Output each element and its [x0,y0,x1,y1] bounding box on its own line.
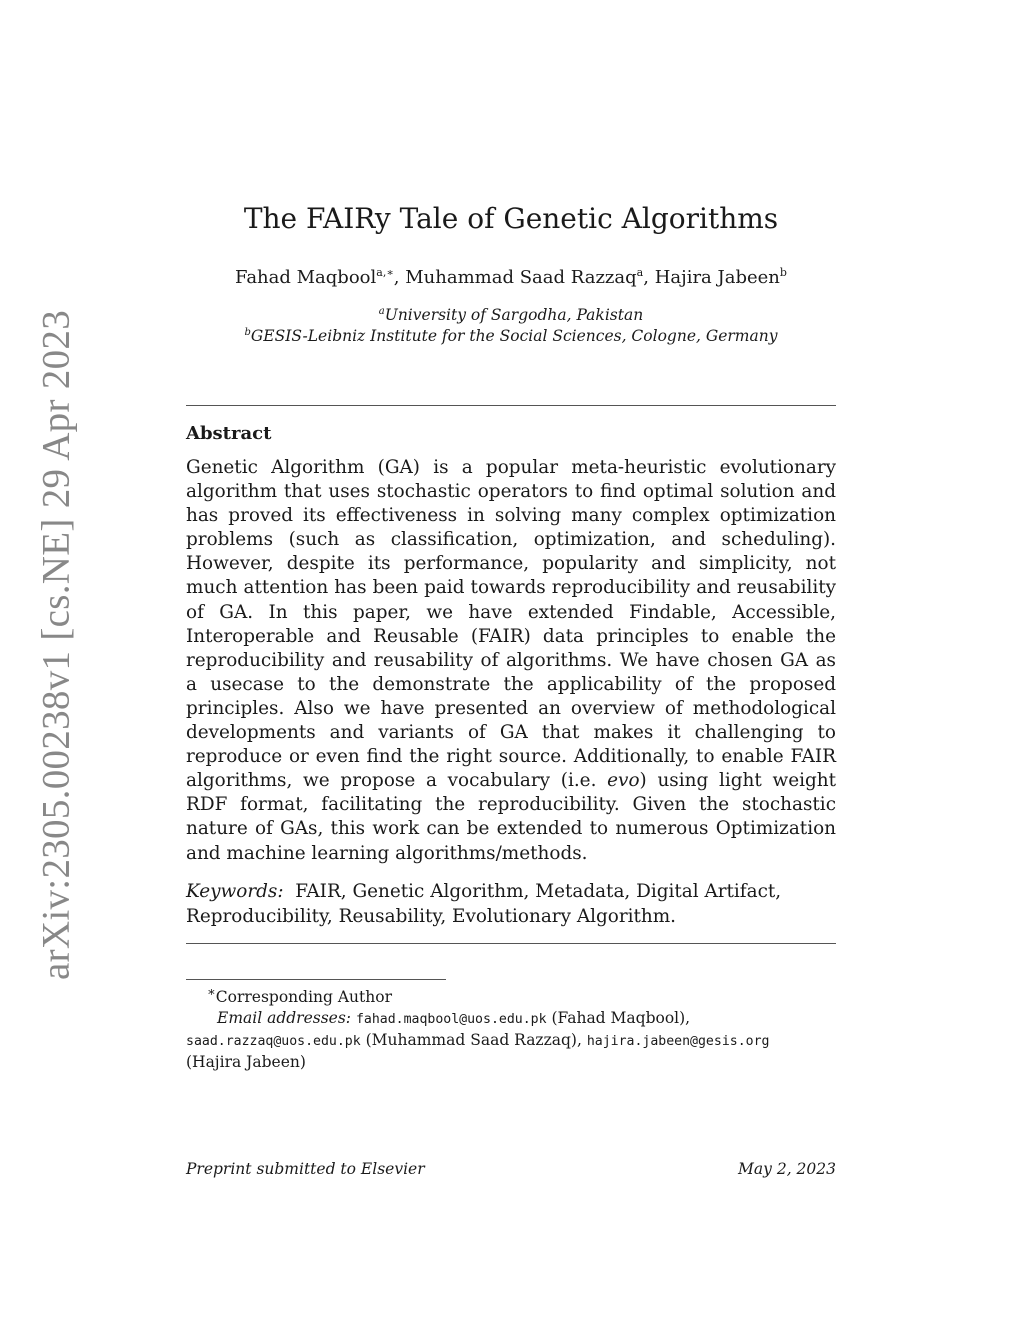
footnote-mark: ∗ [207,985,216,1000]
author-name: Hajira Jabeen [654,267,780,288]
abstract-body [186,456,836,866]
email-address[interactable]: fahad.maqbool@uos.edu.pk [355,1012,547,1028]
email-owner: (Hajira Jabeen) [186,1053,306,1072]
affiliation [186,306,836,324]
email-label: Email addresses: [217,1009,352,1028]
author-name: Muhammad Saad Razzaq [405,267,637,288]
abstract-text-part2: ) using light weight RDF format, facilitating the reproducibility. Given the stochastic nature of GAs, this work can be extended to numerous Optimization and machine learning algorithms/methods. [186,770,836,864]
email-line [186,1008,846,1030]
affiliation-mark: a [378,306,385,317]
author-marks: a,∗ [376,266,394,279]
keywords [186,880,836,929]
footnotes [186,982,846,1073]
abstract-heading: Abstract [186,423,272,444]
corresponding-author-text: Corresponding Author [215,988,392,1007]
abstract-bottom-rule [186,943,836,944]
arxiv-identifier-stamp: arXiv:2305.00238v1 [cs.NE] 29 Apr 2023 [34,310,78,980]
author-name: Fahad Maqbool [235,267,377,288]
keywords-text: FAIR, Genetic Algorithm, Metadata, Digital Artifact, Reproducibility, Reusability, Evolutionary Algorithm. [186,881,782,927]
abstract-top-rule [186,405,836,406]
author-marks: a [636,266,644,279]
author-marks: b [779,266,787,279]
keywords-label: Keywords: [186,881,284,902]
affiliation-text: University of Sargodha, Pakistan [384,306,644,325]
email-line [186,1052,846,1073]
corresponding-author-note [186,982,846,1008]
email-owner: (Fahad Maqbool), [551,1009,691,1028]
preprint-note: Preprint submitted to Elsevier [186,1160,425,1178]
author-list: Fahad Maqbool$^{a,∗}$, Muhammad Saad Razzaq$^a$, Hajira Jabeen$^b$ [235,266,787,288]
abstract-evo-term: evo [607,770,640,792]
email-address[interactable]: saad.razzaq@uos.edu.pk [186,1034,361,1050]
abstract-text-part1: Genetic Algorithm (GA) is a popular meta-heuristic evolutionary algorithm that uses stochastic operators to find optimal solution and has proved its effectiveness in solving many complex optimization problems (such as classification, optimization, and scheduling). However, despite its performance, popularity and simplicity, not much attention has been paid towards reproducibility and reusability of GA. In this paper, we have extended Findable, Accessible, Interoperable and Reusable (FAIR) data principles to enable the reproducibility and reusability of algorithms. We have chosen GA as a usecase to the demonstrate the applicability of the proposed principles. Also we have presented an overview of methodological developments and variants of GA that makes it challenging to reproduce or even find the right source. Additionally, to enable FAIR algorithms, we propose a vocabulary (i.e. [186,457,836,792]
email-owner: (Muhammad Saad Razzaq), [365,1031,582,1050]
email-address[interactable]: hajira.jabeen@gesis.org [586,1034,770,1050]
affiliation-mark: b [244,327,251,338]
paper-title: The FAIRy Tale of Genetic Algorithms [243,202,779,235]
preprint-date: May 2, 2023 [738,1160,836,1178]
affiliation-text: GESIS-Leibniz Institute for the Social Sciences, Cologne, Germany [250,327,778,346]
footnote-rule [186,979,446,980]
affiliation [186,327,836,345]
email-line [186,1030,846,1052]
